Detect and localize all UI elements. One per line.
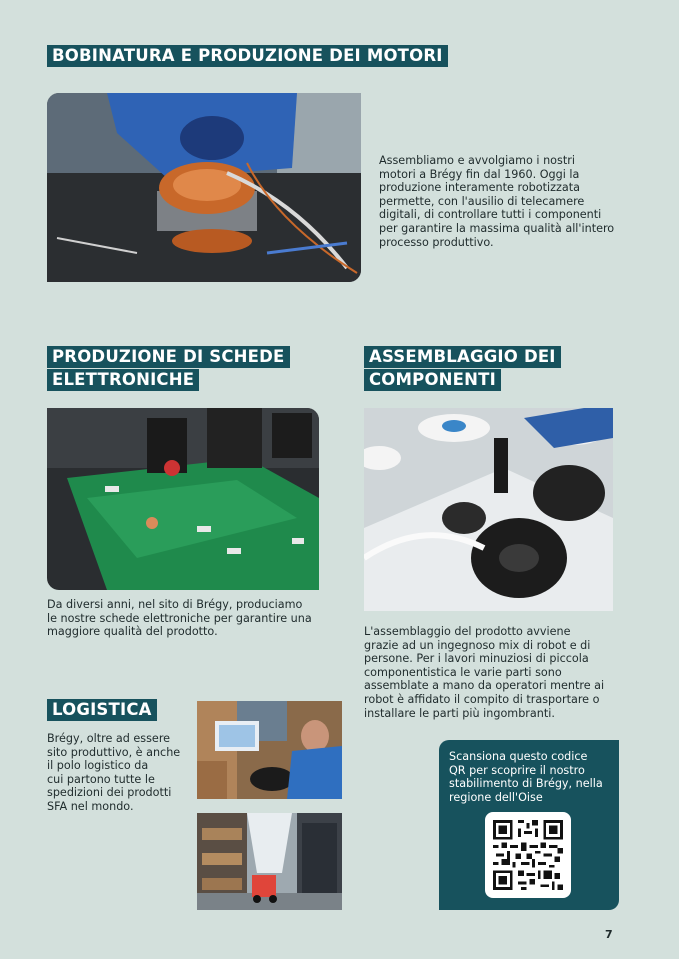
section-title-assembly <box>364 346 561 392</box>
text-line: componentistica le varie parti sono <box>364 665 562 679</box>
motors-description <box>379 154 614 249</box>
text-line: produzione interamente robotizzata <box>379 181 580 195</box>
text-line: SFA nel mondo. <box>47 799 134 813</box>
logistics-description <box>47 732 180 814</box>
assembly-description <box>364 625 604 720</box>
text-line: QR per scoprire il nostro <box>449 763 585 777</box>
electronics-description <box>47 598 312 639</box>
text-line: le nostre schede elettroniche per garantire una <box>47 611 312 625</box>
motor-winding-photo <box>47 93 361 282</box>
text-line: il polo logistico da <box>47 759 149 773</box>
text-line: installare le parti più ingombranti. <box>364 706 555 720</box>
text-line: regione dell'Oise <box>449 790 543 804</box>
text-line: persone. Per i lavori minuziosi di piccola <box>364 652 589 666</box>
section-title-electronics <box>47 346 290 392</box>
title-line: COMPONENTI <box>364 369 501 391</box>
text-line: per garantire la massima qualità all'intero <box>379 221 615 235</box>
forklift-warehouse-photo <box>197 813 342 910</box>
text-line: motori a Brégy fin dal 1960. Oggi la <box>379 167 580 181</box>
page-number: 7 <box>605 928 613 941</box>
text-line: Assembliamo e avvolgiamo i nostri <box>379 154 575 167</box>
text-line: grazie ad un ingegnoso mix di robot e di <box>364 638 591 652</box>
title-line: ASSEMBLAGGIO DEI <box>364 346 561 368</box>
text-line: stabilimento di Brégy, nella <box>449 777 603 791</box>
text-line: Da diversi anni, nel sito di Brégy, produciamo <box>47 598 303 611</box>
qr-code[interactable] <box>485 812 571 898</box>
text-line: L'assemblaggio del prodotto avviene <box>364 625 571 638</box>
section-title-logistics: LOGISTICA <box>47 699 157 721</box>
text-line: maggiore qualità del prodotto. <box>47 625 218 639</box>
qr-panel <box>439 740 619 910</box>
qr-panel-text <box>449 750 603 804</box>
text-line: sito produttivo, è anche <box>47 745 181 759</box>
warehouse-operator-photo <box>197 701 342 799</box>
text-line: spedizioni dei prodotti <box>47 786 172 800</box>
text-line: cui partono tutte le <box>47 772 155 786</box>
text-line: assemblate a mano da operatori mentre ai <box>364 679 605 693</box>
text-line: processo produttivo. <box>379 235 494 249</box>
title-line: PRODUZIONE DI SCHEDE <box>47 346 290 368</box>
section-title-motors: BOBINATURA E PRODUZIONE DEI MOTORI <box>47 45 448 67</box>
text-line: Brégy, oltre ad essere <box>47 732 171 745</box>
text-line: digitali, di controllare tutti i componenti <box>379 208 602 222</box>
pcb-production-photo <box>47 408 319 590</box>
components-assembly-photo <box>364 408 613 611</box>
text-line: robot è affidato il compito di trasportare o <box>364 692 600 706</box>
text-line: Scansiona questo codice <box>449 750 588 763</box>
text-line: permette, con l'ausilio di telecamere <box>379 194 585 208</box>
title-line: ELETTRONICHE <box>47 369 199 391</box>
